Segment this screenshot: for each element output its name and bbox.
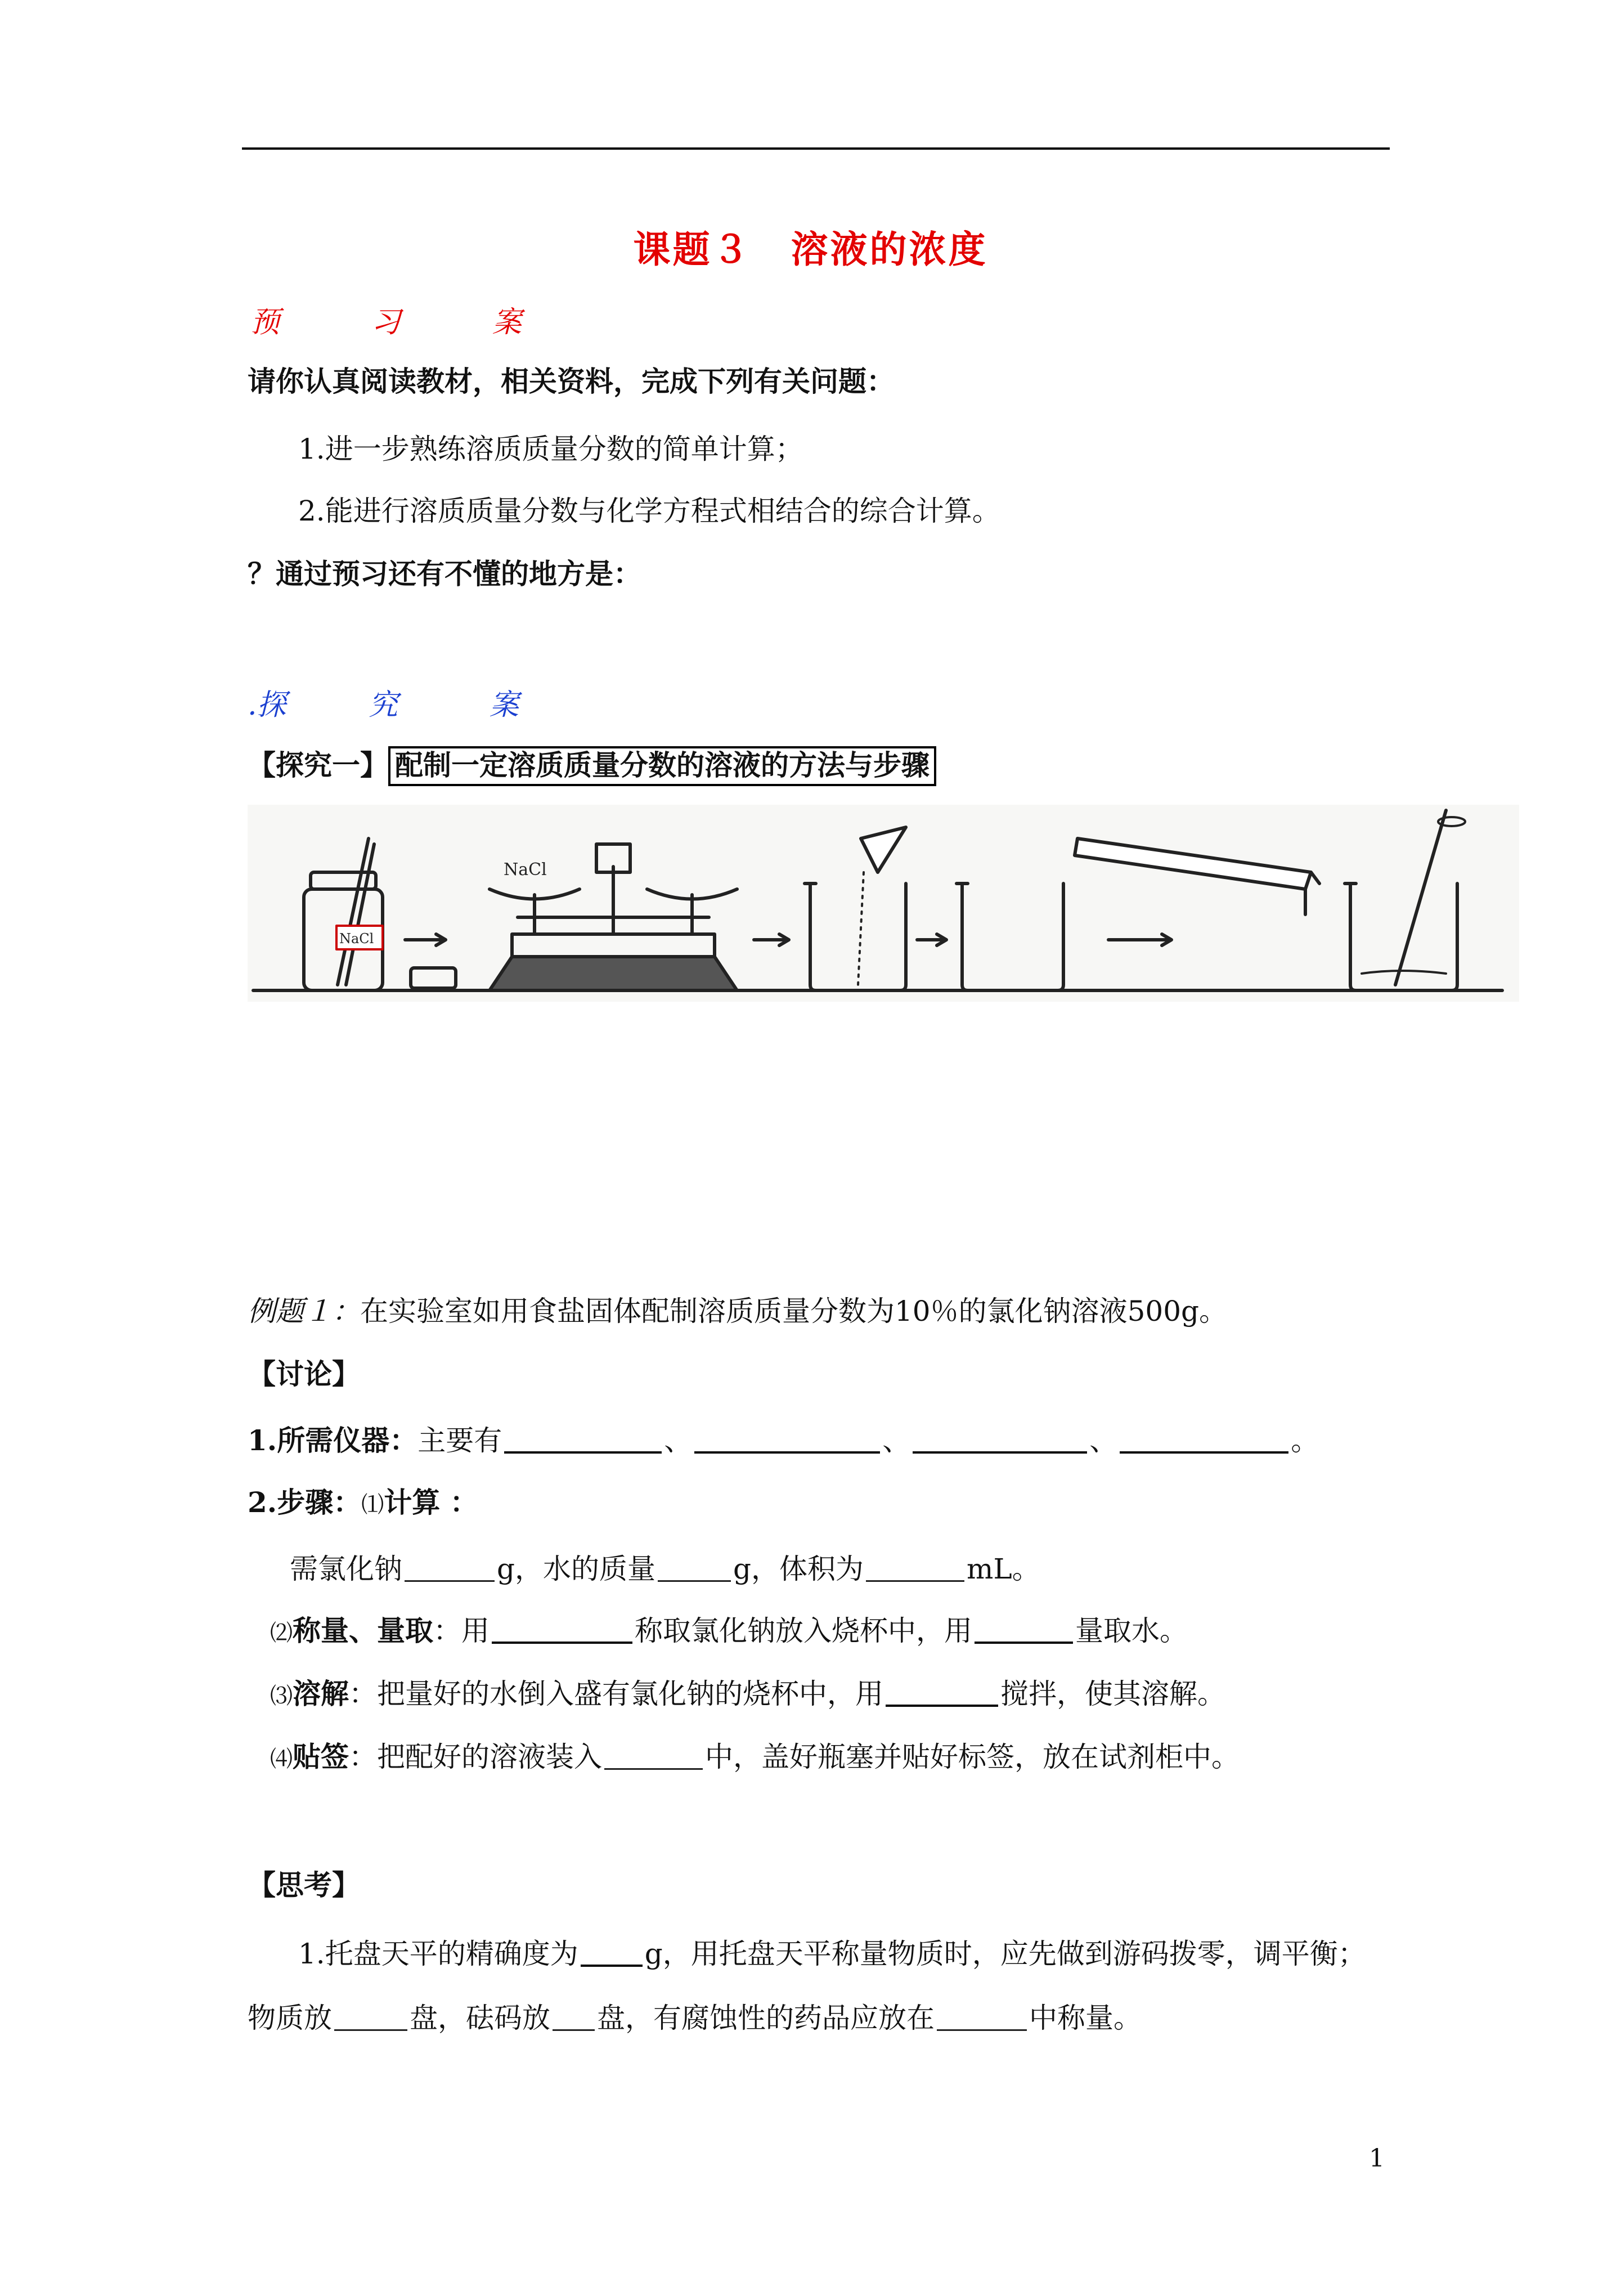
explore-heading: .探 究 案 [248,688,519,722]
preview-item-2: 2.能进行溶质质量分数与化学方程式相结合的综合计算。 [298,495,1000,527]
preview-item-1: 1.进一步熟练溶质质量分数的简单计算； [298,433,803,465]
blank-stir-tool[interactable] [886,1705,998,1707]
preview-question: ？通过预习还有不懂的地方是： [248,557,641,590]
blank-container[interactable] [604,1768,703,1770]
blank-instrument-1[interactable] [504,1451,662,1454]
blank-weigh-tool[interactable] [492,1642,632,1644]
blank-weight-pan[interactable] [553,2029,595,2031]
page-number: 1 [1369,2144,1385,2173]
example-1 [248,1294,1227,1328]
step-3: ⑶溶解：把量好的水倒入盛有氯化钠的烧杯中，用 搅拌，使其溶解。 [270,1677,1225,1710]
blank-measure-tool[interactable] [975,1642,1073,1644]
inquiry-label: 【探究一】 [248,748,388,782]
solution-prep-figure [248,805,1519,1002]
blank-water-mass[interactable] [658,1580,731,1582]
blank-corrosive-container[interactable] [937,2029,1027,2031]
preview-heading: 预 习 案 [250,306,522,339]
step-4: ⑷贴签：把配好的溶液装入 中，盖好瓶塞并贴好标签，放在试剂柜中。 [270,1740,1240,1773]
blank-instrument-3[interactable] [913,1451,1087,1454]
inquiry-1 [248,748,936,782]
blank-water-volume[interactable] [866,1580,964,1582]
blank-precision[interactable] [581,1965,643,1967]
discussion-heading: 【讨论】 [248,1357,360,1391]
blank-object-pan[interactable] [334,2029,407,2031]
think-heading: 【思考】 [248,1868,360,1902]
nacl-label: NaCl [504,860,547,880]
blank-instrument-4[interactable] [1120,1451,1288,1454]
blank-instrument-2[interactable] [694,1451,880,1454]
calc-line: 需氯化钠 g，水的质量 g，体积为 mL。 [290,1553,1040,1585]
think-p2: 物质放 盘，砝码放 盘，有腐蚀性的药品应放在 中称量。 [248,2002,1142,2034]
inquiry-title: 配制一定溶质质量分数的溶液的方法与步骤 [388,746,936,786]
example-label: 例题１： [248,1295,360,1328]
jar-label: NaCl [339,931,374,947]
blank-nacl-mass[interactable] [405,1580,495,1582]
preview-instruction: 请你认真阅读教材，相关资料，完成下列有关问题： [248,365,895,398]
think-p1: 1.托盘天平的精确度为 g，用托盘天平称量物质时，应先做到游码拨零，调平衡； [298,1938,1366,1970]
example-text: 在实验室如用食盐固体配制溶质质量分数为10％的氯化钠溶液500g。 [360,1295,1228,1328]
header-rule [242,147,1390,150]
page-title: 课题３ 溶液的浓度 [633,227,988,271]
discussion-q2: 2.步骤：⑴计算 ： [248,1486,478,1519]
step-2: ⑵称量、量取：用 称取氯化钠放入烧杯中，用 量取水。 [270,1614,1188,1647]
discussion-q1: 1.所需仪器：主要有 、 、 、 。 [248,1424,1319,1457]
